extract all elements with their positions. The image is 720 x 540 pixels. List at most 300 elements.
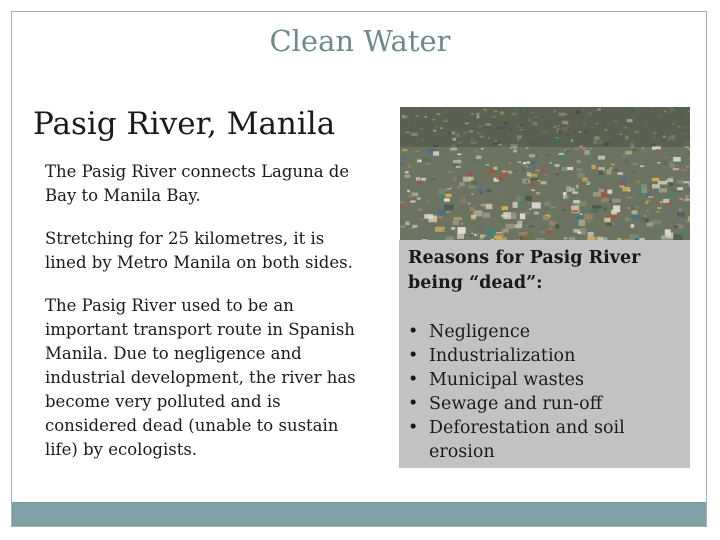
debris-fleck [673, 168, 679, 170]
debris-fleck [472, 181, 479, 185]
reasons-box [399, 240, 690, 468]
debris-fleck [460, 149, 462, 151]
debris-fleck [529, 208, 531, 210]
debris-fleck [658, 181, 668, 185]
debris-fleck [625, 160, 630, 165]
reason-label: Municipal wastes [429, 370, 585, 390]
debris-fleck [679, 153, 681, 155]
debris-fleck [477, 189, 483, 192]
debris-fleck [648, 196, 653, 198]
reasons-list [408, 320, 682, 464]
debris-fleck [612, 199, 621, 203]
debris-fleck [587, 219, 590, 223]
debris-fleck [576, 185, 579, 189]
debris-fleck [438, 189, 446, 195]
debris-fleck [682, 198, 685, 201]
debris-fleck [480, 235, 485, 238]
debris-fleck [674, 225, 679, 228]
debris-fleck [467, 202, 470, 204]
debris-fleck [582, 178, 588, 182]
bullet-icon: • [408, 418, 419, 438]
debris-fleck [471, 218, 475, 220]
debris-fleck [584, 150, 590, 155]
debris-fleck [531, 189, 535, 191]
debris-fleck [444, 205, 454, 211]
bullet-icon: • [408, 346, 419, 366]
debris-fleck [454, 217, 462, 220]
debris-fleck [577, 168, 582, 172]
debris-fleck [633, 149, 636, 151]
debris-fleck [635, 206, 639, 209]
debris-fleck [603, 198, 609, 203]
debris-fleck [496, 177, 502, 180]
debris-fleck [681, 232, 686, 236]
debris-fleck [606, 223, 612, 226]
debris-fleck [545, 174, 547, 176]
debris-fleck [640, 166, 644, 168]
debris-fleck [641, 184, 647, 188]
debris-fleck [577, 173, 585, 178]
debris-fleck [617, 180, 620, 182]
debris-fleck [574, 217, 578, 219]
debris-fleck [412, 227, 415, 228]
debris-fleck [645, 202, 648, 204]
bullet-icon: • [408, 394, 419, 414]
debris-fleck [572, 191, 578, 194]
photo-top-shade [400, 107, 690, 147]
debris-fleck [661, 156, 664, 157]
debris-fleck [461, 199, 467, 203]
debris-fleck [493, 163, 496, 164]
debris-fleck [668, 178, 673, 181]
debris-fleck [627, 196, 633, 198]
debris-fleck [576, 189, 580, 191]
debris-fleck [416, 177, 420, 180]
debris-fleck [541, 181, 547, 184]
debris-fleck [656, 152, 661, 154]
debris-fleck [448, 212, 450, 213]
debris-fleck [688, 216, 690, 220]
footer-bar [12, 502, 706, 526]
debris-fleck [604, 232, 607, 233]
debris-fleck [687, 195, 690, 198]
debris-fleck [603, 208, 607, 211]
list-item [408, 416, 682, 464]
debris-fleck [530, 168, 533, 170]
debris-fleck [471, 215, 476, 218]
debris-fleck [607, 169, 612, 174]
debris-fleck [481, 204, 486, 207]
debris-fleck [517, 151, 519, 153]
debris-fleck [501, 172, 508, 176]
debris-fleck [686, 166, 689, 167]
debris-fleck [600, 182, 604, 184]
debris-fleck [424, 214, 433, 219]
debris-fleck [476, 156, 482, 160]
debris-fleck [612, 223, 614, 225]
debris-fleck [660, 201, 663, 203]
debris-fleck [573, 200, 580, 203]
debris-fleck [513, 150, 517, 152]
debris-fleck [652, 178, 659, 181]
debris-fleck [527, 172, 531, 176]
debris-fleck [632, 210, 638, 214]
debris-fleck [618, 172, 624, 175]
debris-fleck [513, 148, 516, 149]
debris-fleck [579, 220, 586, 226]
debris-fleck [446, 188, 450, 191]
debris-fleck [459, 182, 464, 186]
reason-label: Industrialization [429, 346, 576, 366]
debris-fleck [539, 231, 545, 233]
reason-label: Deforestation and soil erosion [429, 418, 625, 462]
debris-fleck [517, 221, 522, 225]
debris-fleck [640, 218, 645, 221]
debris-fleck [528, 225, 534, 227]
debris-fleck [535, 170, 539, 172]
debris-fleck [486, 204, 493, 209]
debris-fleck [636, 180, 641, 183]
debris-fleck [422, 219, 424, 220]
debris-fleck [679, 208, 682, 212]
debris-fleck [659, 188, 667, 192]
debris-fleck [486, 189, 491, 191]
debris-fleck [590, 148, 592, 149]
debris-fleck [538, 180, 540, 181]
debris-fleck [457, 187, 460, 189]
debris-fleck [531, 183, 534, 186]
debris-fleck [471, 233, 473, 234]
debris-fleck [400, 201, 404, 203]
debris-fleck [678, 213, 682, 217]
debris-fleck [586, 184, 589, 185]
debris-fleck [598, 156, 605, 160]
debris-fleck [571, 205, 579, 210]
debris-fleck [475, 150, 478, 153]
debris-fleck [555, 224, 559, 228]
debris-fleck [528, 217, 533, 220]
debris-fleck [456, 166, 461, 168]
debris-fleck [520, 213, 526, 219]
debris-fleck [625, 218, 632, 221]
debris-fleck [550, 162, 552, 164]
debris-fleck [534, 212, 539, 215]
debris-fleck [413, 225, 418, 228]
debris-fleck [494, 236, 502, 239]
debris-fleck [644, 160, 646, 162]
debris-fleck [622, 178, 627, 182]
debris-fleck [431, 178, 435, 180]
debris-fleck [410, 201, 415, 203]
debris-fleck [620, 182, 626, 185]
debris-fleck [547, 230, 552, 234]
debris-fleck [450, 148, 457, 151]
debris-fleck [483, 212, 491, 218]
debris-fleck [644, 151, 647, 152]
debris-fleck [467, 173, 472, 177]
debris-fleck [647, 210, 649, 212]
debris-fleck [517, 196, 521, 201]
debris-fleck [658, 166, 661, 167]
debris-fleck [626, 151, 632, 155]
debris-fleck [630, 207, 635, 210]
debris-fleck [611, 164, 615, 166]
debris-fleck [532, 202, 541, 208]
debris-fleck [688, 188, 690, 191]
debris-fleck [601, 187, 605, 189]
reasons-title: Reasons for Pasig River being “dead”: [408, 248, 641, 293]
debris-fleck [588, 232, 594, 237]
debris-fleck [433, 151, 439, 155]
debris-fleck [550, 206, 556, 208]
debris-fleck [401, 206, 406, 208]
debris-fleck [525, 212, 530, 214]
debris-fleck [405, 171, 409, 173]
debris-fleck [450, 186, 453, 188]
debris-fleck [533, 162, 536, 164]
debris-fleck [641, 147, 644, 149]
debris-fleck [629, 190, 631, 191]
debris-fleck [611, 210, 617, 215]
debris-fleck [584, 214, 593, 219]
debris-fleck [427, 201, 429, 203]
debris-fleck [477, 226, 483, 229]
debris-fleck [410, 235, 412, 236]
debris-fleck [663, 199, 669, 203]
reason-label: Sewage and run-off [429, 394, 603, 414]
debris-fleck [652, 184, 660, 188]
debris-fleck [587, 182, 591, 184]
debris-fleck [632, 216, 640, 220]
debris-fleck [415, 151, 419, 152]
debris-fleck [437, 210, 446, 215]
debris-fleck [657, 207, 661, 209]
debris-fleck [526, 181, 528, 183]
debris-fleck [679, 198, 682, 200]
debris-fleck [671, 176, 674, 177]
debris-fleck [457, 233, 464, 239]
debris-fleck [453, 160, 461, 164]
debris-fleck [566, 150, 570, 153]
debris-fleck [471, 193, 474, 195]
debris-fleck [408, 164, 412, 167]
debris-fleck [591, 189, 594, 191]
debris-fleck [451, 227, 455, 229]
section-heading: Pasig River, Manila [33, 106, 336, 142]
debris-fleck [621, 165, 624, 167]
debris-fleck [529, 154, 535, 157]
debris-fleck [509, 163, 511, 164]
debris-fleck [689, 182, 690, 187]
paragraph-history: The Pasig River used to be an important transport route in Spanish Manila. Due to negligence and industrial development, the river has become very polluted and is considered dead (unable to sustain life) by ecologists. [45, 296, 356, 459]
debris-fleck [555, 164, 560, 167]
debris-fleck [422, 157, 430, 162]
debris-fleck [431, 182, 435, 184]
debris-fleck [580, 229, 583, 231]
debris-fleck [526, 148, 529, 149]
debris-fleck [443, 230, 447, 231]
debris-fleck [614, 169, 619, 172]
debris-fleck [632, 163, 638, 165]
debris-fleck [657, 162, 660, 164]
debris-fleck [546, 201, 550, 204]
debris-fleck [536, 192, 540, 194]
debris-fleck [542, 214, 544, 215]
debris-fleck [549, 221, 556, 226]
debris-fleck [559, 153, 564, 155]
debris-fleck [449, 188, 452, 189]
debris-fleck [509, 159, 514, 161]
debris-fleck [457, 154, 461, 156]
debris-fleck [649, 188, 651, 189]
debris-fleck [672, 190, 676, 193]
debris-fleck [405, 222, 409, 226]
debris-fleck [673, 157, 681, 162]
debris-fleck [515, 224, 523, 228]
slide-title: Clean Water [269, 24, 451, 58]
debris-fleck [503, 212, 511, 219]
debris-fleck [523, 162, 526, 164]
debris-fleck [526, 196, 532, 201]
debris-fleck [620, 186, 625, 188]
debris-fleck [609, 201, 612, 203]
debris-fleck [418, 208, 423, 211]
debris-fleck [426, 162, 431, 165]
debris-fleck [493, 167, 497, 170]
debris-fleck [579, 187, 581, 189]
debris-fleck [404, 158, 407, 161]
debris-fleck [591, 165, 595, 169]
debris-fleck [528, 203, 530, 204]
debris-fleck [435, 227, 445, 232]
debris-fleck [598, 189, 604, 193]
debris-fleck [444, 198, 450, 201]
debris-fleck [470, 235, 473, 237]
debris-fleck [517, 202, 523, 205]
debris-fleck [402, 149, 407, 151]
debris-fleck [574, 147, 579, 151]
debris-fleck [491, 201, 494, 203]
debris-fleck [604, 218, 610, 223]
debris-fleck [526, 225, 528, 226]
debris-fleck [548, 211, 551, 213]
debris-fleck [568, 205, 571, 206]
debris-fleck [677, 180, 684, 184]
debris-fleck [470, 207, 475, 211]
debris-fleck [453, 177, 457, 181]
debris-fleck [486, 229, 496, 236]
body-text [45, 160, 365, 481]
debris-fleck [653, 220, 661, 225]
debris-fleck [458, 227, 466, 234]
debris-fleck [408, 195, 414, 198]
debris-fleck [531, 176, 537, 178]
debris-fleck [673, 162, 677, 164]
debris-fleck [670, 194, 674, 198]
debris-fleck [683, 181, 689, 183]
debris-fleck [657, 211, 660, 213]
debris-fleck [663, 160, 667, 165]
debris-fleck [601, 194, 609, 197]
debris-fleck [623, 155, 626, 157]
debris-fleck [480, 192, 483, 194]
debris-fleck [453, 220, 460, 225]
debris-fleck [562, 209, 565, 211]
debris-fleck [582, 147, 588, 150]
debris-fleck [502, 206, 509, 210]
debris-fleck [474, 234, 476, 236]
debris-fleck [401, 163, 404, 166]
debris-fleck [417, 197, 421, 199]
debris-fleck [486, 209, 490, 213]
debris-fleck [578, 232, 582, 234]
debris-fleck [541, 170, 546, 173]
debris-fleck [688, 148, 690, 150]
debris-fleck [405, 175, 411, 178]
debris-fleck [474, 159, 478, 161]
debris-fleck [667, 233, 674, 239]
debris-fleck [645, 218, 649, 222]
debris-fleck [556, 172, 560, 175]
debris-fleck [468, 185, 476, 189]
debris-fleck [566, 186, 571, 192]
paragraph-stretching: Stretching for 25 kilometres, it is lined by Metro Manila on both sides. [45, 229, 353, 272]
debris-fleck [461, 223, 463, 225]
reason-label: Negligence [429, 322, 531, 342]
debris-fleck [481, 148, 483, 150]
debris-fleck [527, 161, 530, 163]
debris-fleck [417, 182, 422, 185]
debris-fleck [590, 210, 598, 214]
debris-fleck [543, 216, 549, 220]
debris-fleck [641, 188, 647, 193]
debris-fleck [501, 191, 504, 192]
debris-fleck [563, 192, 567, 195]
debris-fleck [567, 167, 573, 170]
paragraph-connects: The Pasig River connects Laguna de Bay to Manila Bay. [45, 162, 350, 205]
debris-fleck [664, 156, 667, 158]
debris-fleck [577, 160, 581, 163]
debris-fleck [423, 185, 425, 187]
debris-fleck [634, 191, 637, 192]
debris-fleck [486, 164, 490, 166]
debris-fleck [445, 194, 451, 197]
debris-fleck [401, 225, 405, 227]
debris-fleck [421, 178, 426, 181]
debris-fleck [469, 177, 474, 180]
debris-fleck [510, 147, 512, 148]
debris-fleck [644, 215, 647, 217]
list-item [408, 344, 682, 368]
debris-fleck [415, 159, 420, 161]
debris-fleck [646, 222, 653, 226]
bullet-icon: • [408, 322, 419, 342]
debris-fleck [449, 171, 452, 173]
debris-fleck [505, 224, 514, 229]
debris-fleck [610, 167, 613, 169]
debris-fleck [545, 154, 551, 157]
debris-fleck [566, 196, 571, 200]
list-item [408, 392, 682, 416]
debris-fleck [607, 190, 612, 194]
debris-fleck [580, 214, 582, 215]
debris-fleck [593, 192, 601, 197]
debris-fleck [677, 187, 683, 190]
list-item [408, 320, 682, 344]
debris-fleck [599, 170, 604, 175]
debris-fleck [513, 202, 518, 208]
debris-fleck [646, 199, 651, 201]
